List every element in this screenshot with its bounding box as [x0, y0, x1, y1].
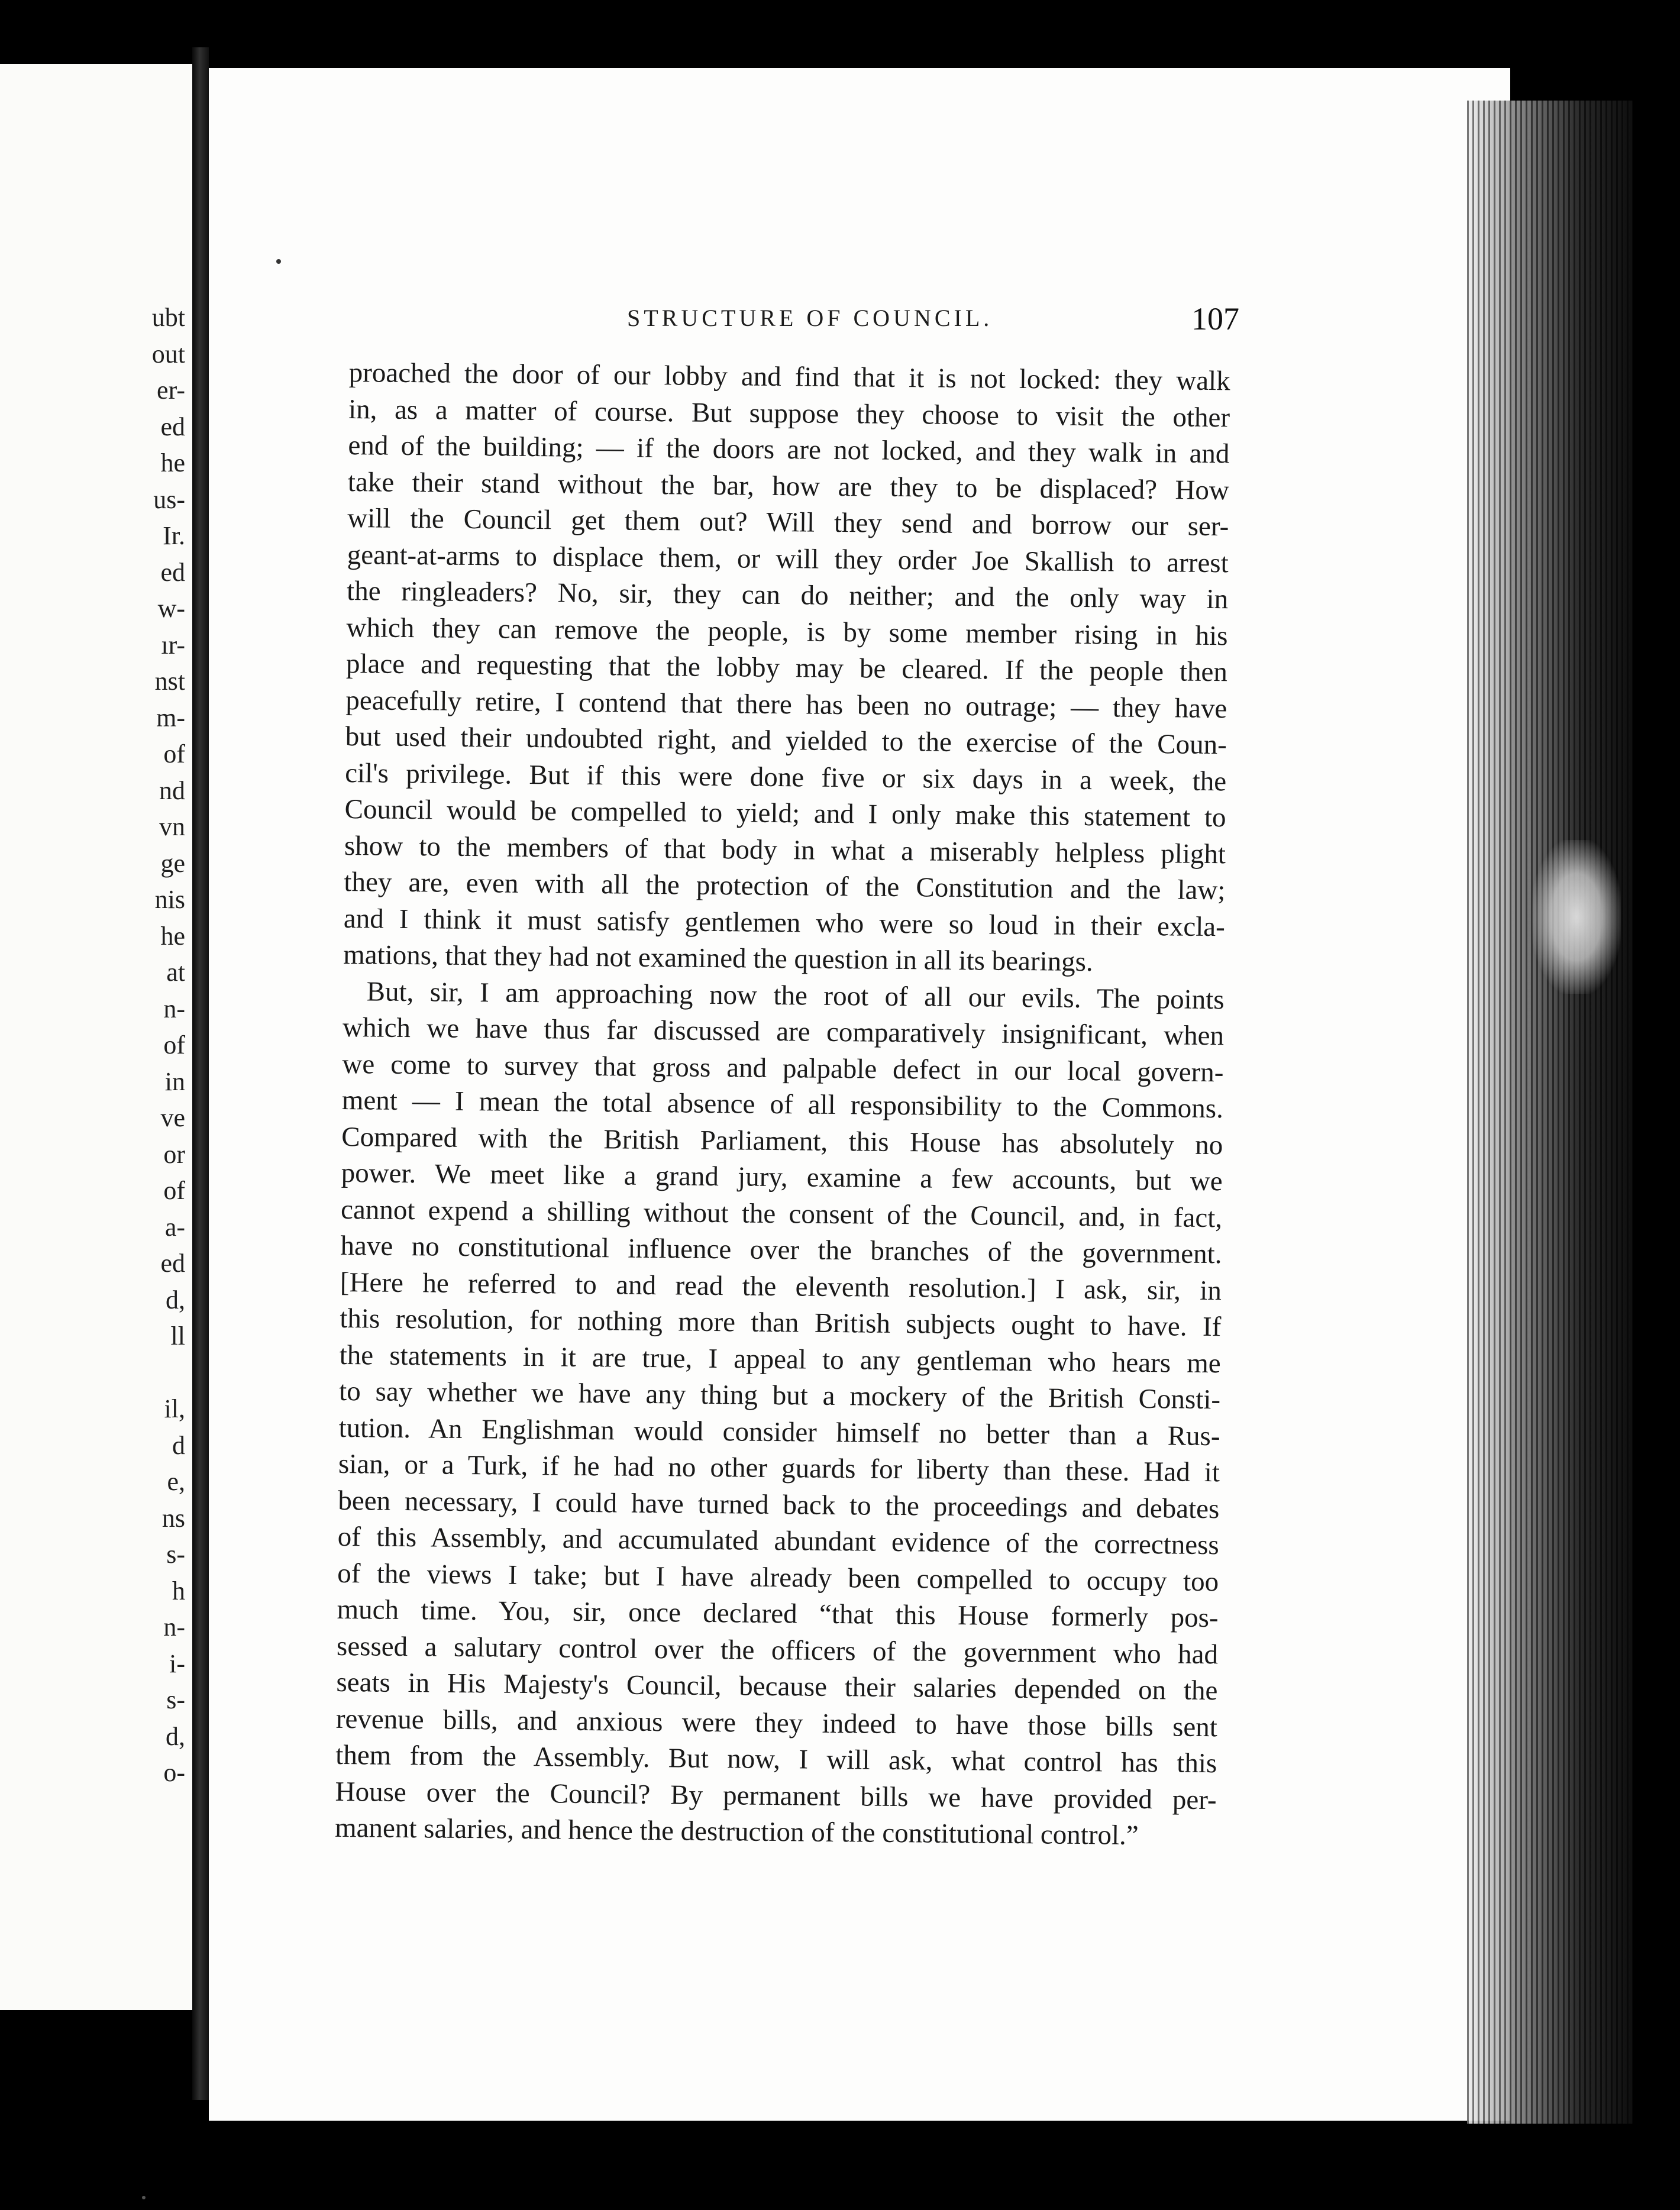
left-page-fragment: out	[151, 339, 185, 369]
left-page-fragment: nst	[154, 667, 185, 696]
left-page-fragment: ge	[160, 848, 185, 878]
text-line: geant-at-arms to displace them, or will they order Joe Skallish to arrest	[347, 539, 1229, 579]
text-line: the statements in it are true, I appeal to any gentleman who hears me	[339, 1339, 1221, 1379]
left-page-fragment: er-	[157, 376, 185, 405]
text-line: Council would be compelled to yield; and I only make this statement to	[344, 793, 1226, 833]
left-page-fragment: ll	[170, 1322, 185, 1350]
text-line: sian, or a Turk, if he had no other guards for liberty than these. Had it	[338, 1448, 1220, 1488]
left-page-fragment: ve	[160, 1103, 185, 1132]
text-line: much time. You, sir, once declared “that this House formerly pos-	[337, 1594, 1219, 1634]
text-line: but used their undoubted right, and yielded to the exercise of the Coun-	[345, 720, 1227, 761]
text-line: But, sir, I am approaching now the root of all our evils. The points	[366, 975, 1225, 1015]
left-page-fragment: Ir.	[163, 521, 185, 550]
left-page-fragment: nis	[154, 885, 185, 914]
left-page-fragment: n-	[163, 994, 185, 1023]
text-line: cil's privilege. But if this were done five or six days in a week, the	[344, 757, 1227, 797]
left-page-fragment: o-	[163, 1758, 185, 1787]
left-page-fragment: s-	[166, 1540, 185, 1569]
text-line: of the views I take; but I have already been compelled to occupy too	[337, 1558, 1219, 1597]
text-line: end of the building; — if the doors are not locked, and they walk in and	[348, 429, 1230, 470]
text-line: we come to survey that gross and palpable defect in our local govern-	[342, 1048, 1224, 1088]
text-line: revenue bills, and anxious were they indeed to have those bills sent	[335, 1703, 1218, 1743]
text-line: which we have thus far discussed are comparatively insignificant, when	[342, 1012, 1225, 1052]
left-page-fragment: nd	[159, 776, 185, 805]
text-line: peacefully retire, I contend that there has been no outrage; — they have	[345, 684, 1227, 724]
left-page-fragment: i-	[169, 1649, 185, 1678]
left-page-fragment: d,	[166, 1285, 185, 1314]
left-page-fragment: h	[172, 1576, 185, 1605]
left-page-fragment: of	[163, 739, 185, 768]
left-page-fragment: ed	[160, 557, 185, 587]
book-gutter	[192, 47, 209, 2100]
page-number: 107	[1191, 301, 1239, 337]
text-line: Compared with the British Parliament, this House has absolutely no	[341, 1121, 1223, 1161]
left-page-fragment: ubt	[151, 303, 185, 332]
left-page-fragment: ed	[160, 412, 185, 441]
left-page-fragment: n-	[163, 1613, 185, 1642]
ink-speck	[276, 259, 281, 264]
text-line: of this Assembly, and accumulated abundant evidence of the correctness	[337, 1521, 1220, 1561]
text-line: cannot expend a shilling without the consent of the Council, and, in fact,	[340, 1194, 1223, 1233]
text-line: ment — I mean the total absence of all responsibility to the Commons.	[341, 1084, 1224, 1125]
text-line: and I think it must satisfy gentlemen who were so loud in their excla-	[343, 903, 1226, 942]
left-page-fragment: of	[163, 1176, 185, 1205]
text-line: which they can remove the people, is by some member rising in his	[346, 612, 1228, 651]
text-line: to say whether we have any thing but a mockery of the British Consti-	[338, 1375, 1221, 1416]
text-line: tution. An Englishman would consider himself no better than a Rus-	[338, 1412, 1220, 1452]
left-page-fragment: ır-	[161, 630, 185, 660]
text-line: [Here he referred to and read the eleventh resolution.] I ask, sir, in	[340, 1266, 1222, 1306]
running-title: STRUCTURE OF COUNCIL.	[627, 305, 993, 331]
text-line: them from the Assembly. But now, I will ask, what control has this	[335, 1739, 1217, 1779]
text-line: seats in His Majesty's Council, because their salaries depended on the	[336, 1666, 1218, 1707]
left-page-fragment: us-	[153, 484, 185, 514]
left-page-fragment: at	[166, 958, 185, 987]
text-line: power. We meet like a grand jury, examine a few accounts, but we	[341, 1157, 1223, 1197]
left-page-fragment: d	[172, 1430, 185, 1460]
dust-speck	[142, 2196, 146, 2199]
text-line: take their stand without the bar, how are they to be displaced? How	[347, 466, 1230, 506]
left-page-fragment: vn	[159, 812, 185, 841]
text-line: manent salaries, and hence the destruction of the constitutional control.”	[334, 1812, 1139, 1851]
left-page-fragment: il,	[164, 1394, 185, 1423]
left-page-fragment: in	[164, 1067, 185, 1096]
text-line: the ringleaders? No, sir, they can do neither; and the only way in	[346, 575, 1229, 615]
text-line: have no constitutional influence over the branches of the government.	[340, 1230, 1222, 1270]
left-page-fragment: s-	[166, 1685, 185, 1714]
text-line: been necessary, I could have turned back to the proceedings and debates	[338, 1485, 1220, 1524]
left-page-fragment: d,	[166, 1721, 185, 1751]
left-page-fragment: of	[163, 1030, 185, 1059]
text-line: show to the members of that body in what a miserably helpless plight	[344, 830, 1226, 870]
text-line: they are, even with all the protection of the Constitution and the law;	[344, 866, 1226, 906]
left-page-fragment: ed	[160, 1249, 185, 1278]
left-page	[0, 64, 196, 2010]
text-line: House over the Council? By permanent bills we have provided per-	[335, 1776, 1217, 1815]
left-page-fragment: w-	[157, 594, 185, 623]
left-page-fragment: e,	[167, 1467, 185, 1496]
left-page-fragment: he	[160, 921, 185, 951]
left-page-fragment: ns	[161, 1503, 185, 1533]
left-page-fragment: m-	[156, 703, 185, 732]
blur-smudge	[1532, 840, 1621, 994]
text-line: will the Council get them out? Will they send and borrow our ser-	[347, 502, 1229, 542]
text-line: mations, that they had not examined the question in all its bearings.	[343, 939, 1093, 978]
text-line: sessed a salutary control over the officers of the government who had	[336, 1630, 1219, 1670]
running-head	[618, 301, 1239, 336]
left-page-fragment: a-	[164, 1212, 185, 1242]
text-line: this resolution, for nothing more than British subjects ought to have. If	[340, 1303, 1222, 1343]
body-text	[335, 355, 1230, 1855]
left-page-fragment: or	[163, 1139, 185, 1169]
text-line: in, as a matter of course. But suppose they choose to visit the other	[348, 393, 1230, 433]
left-page-fragment: he	[160, 448, 185, 477]
page-edges	[1467, 101, 1633, 2124]
text-line: place and requesting that the lobby may be cleared. If the people then	[345, 648, 1228, 688]
text-line: proached the door of our lobby and find that it is not locked: they walk	[348, 357, 1230, 397]
